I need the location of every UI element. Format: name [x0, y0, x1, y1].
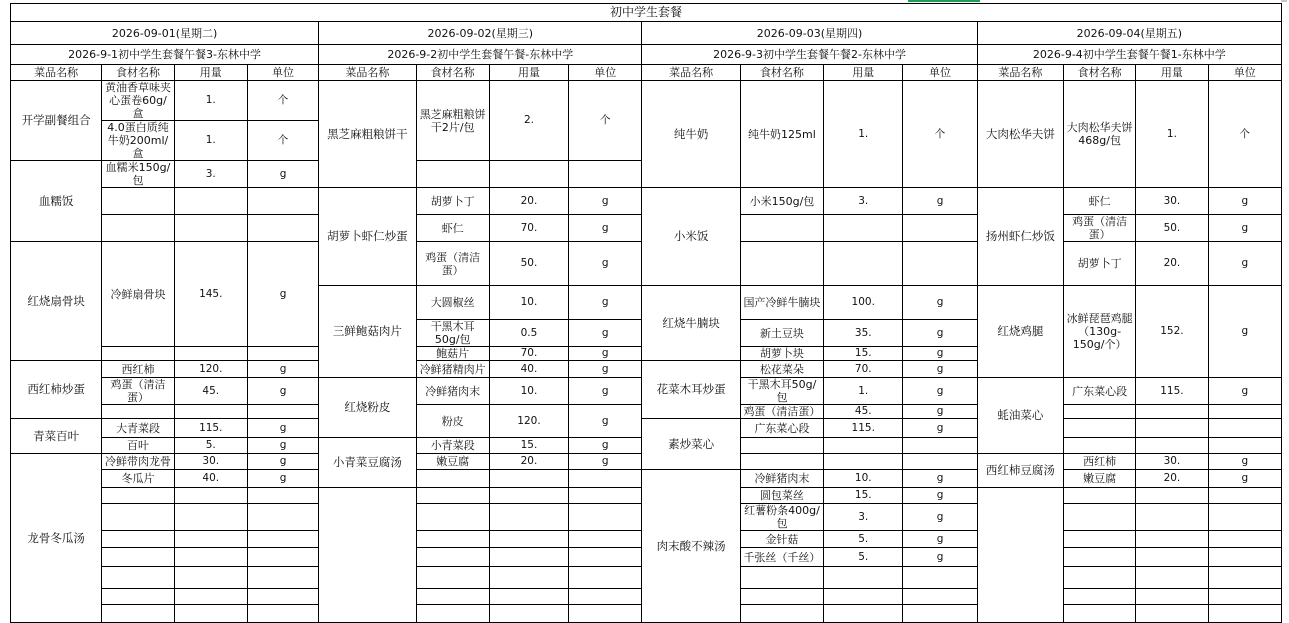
empty-cell — [1208, 567, 1281, 589]
empty-cell — [740, 438, 823, 454]
ingredient-unit: g — [247, 438, 318, 454]
ingredient-unit: 个 — [247, 121, 318, 161]
ingredient-unit: g — [1208, 378, 1281, 405]
empty-cell — [174, 188, 247, 215]
ingredient-name: 冬瓜片 — [102, 470, 174, 488]
empty-cell — [824, 605, 903, 623]
empty-cell — [1064, 438, 1136, 454]
empty-cell — [102, 589, 174, 605]
dish-name: 西红柿豆腐汤 — [977, 454, 1063, 488]
ingredient-unit: g — [247, 161, 318, 188]
ingredient-unit: g — [903, 378, 977, 405]
empty-cell — [1208, 405, 1281, 419]
ingredient-name: 纯牛奶125ml — [740, 81, 823, 188]
selection-indicator — [908, 0, 980, 2]
dish-name: 蚝油菜心 — [977, 378, 1063, 454]
ingredient-unit: g — [903, 188, 977, 215]
empty-cell — [416, 548, 489, 567]
ingredient-name: 血糯米150g/包 — [102, 161, 174, 188]
empty-cell — [1064, 504, 1136, 531]
ingredient-name: 国产冷鲜牛腩块 — [740, 286, 823, 320]
ingredient-unit: g — [569, 320, 642, 347]
empty-cell — [740, 454, 823, 470]
empty-cell — [569, 488, 642, 504]
empty-cell — [489, 531, 568, 548]
empty-cell — [174, 531, 247, 548]
empty-cell — [102, 188, 174, 215]
empty-cell — [247, 531, 318, 548]
ingredient-name: 冰鲜琵琶鸡腿（130g-150g/个） — [1064, 286, 1136, 378]
empty-cell — [489, 548, 568, 567]
ingredient-quantity: 30. — [174, 454, 247, 470]
ingredient-name: 胡萝卜丁 — [416, 188, 489, 215]
empty-cell — [1064, 488, 1136, 504]
empty-cell — [569, 548, 642, 567]
empty-cell — [247, 504, 318, 531]
ingredient-name: 鲍菇片 — [416, 347, 489, 361]
empty-cell — [416, 567, 489, 589]
ingredient-unit: g — [1208, 188, 1281, 215]
ingredient-unit: g — [569, 454, 642, 470]
ingredient-quantity: 70. — [824, 361, 903, 378]
column-quantity: 用量 — [1136, 65, 1208, 81]
ingredient-name: 虾仁 — [416, 215, 489, 242]
empty-cell — [489, 605, 568, 623]
empty-cell — [1136, 548, 1208, 567]
ingredient-quantity: 30. — [1136, 188, 1208, 215]
empty-cell — [1064, 605, 1136, 623]
ingredient-unit: g — [569, 347, 642, 361]
ingredient-name: 鸡蛋（清洁蛋） — [102, 378, 174, 405]
dish-name: 扬州虾仁炒饭 — [977, 188, 1063, 286]
ingredient-quantity: 115. — [174, 419, 247, 438]
ingredient-quantity: 1. — [824, 378, 903, 405]
empty-cell — [247, 567, 318, 589]
empty-cell — [1136, 589, 1208, 605]
ingredient-name: 小米150g/包 — [740, 188, 823, 215]
ingredient-unit: g — [569, 361, 642, 378]
ingredient-name: 大圆椒丝 — [416, 286, 489, 320]
column-quantity: 用量 — [824, 65, 903, 81]
ingredient-name: 千张丝（千丝） — [740, 548, 823, 567]
ingredient-unit: 个 — [569, 81, 642, 161]
empty-cell — [569, 504, 642, 531]
ingredient-unit: g — [903, 320, 977, 347]
empty-cell — [1208, 438, 1281, 454]
dish-name: 三鲜鲍菇肉片 — [319, 286, 416, 378]
empty-cell — [174, 215, 247, 242]
empty-cell — [1136, 488, 1208, 504]
dish-name: 纯牛奶 — [642, 81, 740, 188]
dish-name — [977, 488, 1063, 623]
empty-cell — [903, 438, 977, 454]
menu-sheet — [10, 3, 1282, 623]
empty-cell — [1136, 567, 1208, 589]
dish-name: 黑芝麻粗粮饼干 — [319, 81, 416, 188]
ingredient-quantity: 70. — [489, 347, 568, 361]
empty-cell — [489, 567, 568, 589]
ingredient-name: 新土豆块 — [740, 320, 823, 347]
empty-cell — [247, 605, 318, 623]
empty-cell — [1136, 605, 1208, 623]
empty-cell — [416, 488, 489, 504]
empty-cell — [824, 589, 903, 605]
ingredient-unit: g — [247, 361, 318, 378]
ingredient-unit: g — [569, 215, 642, 242]
ingredient-name: 百叶 — [102, 438, 174, 454]
dish-name: 大肉松华夫饼 — [977, 81, 1063, 188]
ingredient-quantity: 35. — [824, 320, 903, 347]
ingredient-name: 干黑木耳50g/包 — [416, 320, 489, 347]
column-unit: 单位 — [903, 65, 977, 81]
ingredient-unit: 个 — [1208, 81, 1281, 188]
empty-cell — [824, 454, 903, 470]
empty-cell — [174, 405, 247, 419]
dish-name: 红烧粉皮 — [319, 378, 416, 438]
empty-cell — [489, 470, 568, 488]
day-menu-name: 2026-9-2初中学生套餐午餐-东林中学 — [319, 45, 642, 65]
ingredient-quantity: 40. — [489, 361, 568, 378]
ingredient-name: 冷鲜带肉龙骨 — [102, 454, 174, 470]
ingredient-name: 冷鲜猪肉末 — [740, 470, 823, 488]
ingredient-name: 冷鲜扇骨块 — [102, 242, 174, 347]
empty-cell — [1136, 405, 1208, 419]
empty-cell — [247, 405, 318, 419]
ingredient-quantity: 5. — [174, 438, 247, 454]
ingredient-quantity: 10. — [489, 378, 568, 405]
ingredient-unit: g — [1208, 454, 1281, 470]
ingredient-quantity: 20. — [1136, 470, 1208, 488]
ingredient-name: 鸡蛋（清洁蛋） — [416, 242, 489, 286]
ingredient-name: 鸡蛋（清洁蛋） — [1064, 215, 1136, 242]
column-ingredient: 食材名称 — [740, 65, 823, 81]
ingredient-quantity: 0.5 — [489, 320, 568, 347]
ingredient-unit: g — [569, 438, 642, 454]
empty-cell — [1064, 419, 1136, 438]
ingredient-name: 胡萝卜丁 — [1064, 242, 1136, 286]
ingredient-name: 4.0蛋白质纯牛奶200ml/盒 — [102, 121, 174, 161]
column-dish-name: 菜品名称 — [977, 65, 1063, 81]
empty-cell — [247, 347, 318, 361]
empty-cell — [903, 242, 977, 286]
ingredient-quantity: 10. — [489, 286, 568, 320]
empty-cell — [1208, 548, 1281, 567]
empty-cell — [1064, 548, 1136, 567]
ingredient-unit: g — [247, 419, 318, 438]
ingredient-quantity: 120. — [489, 405, 568, 438]
ingredient-unit: g — [903, 470, 977, 488]
empty-cell — [102, 548, 174, 567]
column-dish-name: 菜品名称 — [642, 65, 740, 81]
empty-cell — [247, 589, 318, 605]
ingredient-name: 胡萝卜块 — [740, 347, 823, 361]
empty-cell — [247, 188, 318, 215]
empty-cell — [903, 215, 977, 242]
empty-cell — [903, 454, 977, 470]
ingredient-unit: g — [569, 378, 642, 405]
empty-cell — [903, 605, 977, 623]
ingredient-quantity: 3. — [824, 188, 903, 215]
ingredient-unit: g — [569, 286, 642, 320]
empty-cell — [174, 548, 247, 567]
day-menu-name: 2026-9-1初中学生套餐午餐3-东林中学 — [11, 45, 319, 65]
ingredient-unit: g — [903, 488, 977, 504]
empty-cell — [102, 605, 174, 623]
ingredient-quantity: 1. — [824, 81, 903, 188]
empty-cell — [1136, 504, 1208, 531]
day-date: 2026-09-03(星期四) — [642, 22, 977, 45]
ingredient-name: 粉皮 — [416, 405, 489, 438]
empty-cell — [1136, 419, 1208, 438]
ingredient-unit: g — [1208, 242, 1281, 286]
ingredient-unit: g — [903, 405, 977, 419]
empty-cell — [489, 504, 568, 531]
ingredient-unit: 个 — [903, 81, 977, 188]
ingredient-quantity: 5. — [824, 548, 903, 567]
empty-cell — [416, 589, 489, 605]
ingredient-name: 黑芝麻粗粮饼干2片/包 — [416, 81, 489, 161]
ingredient-unit: g — [1208, 286, 1281, 378]
ingredient-quantity: 115. — [1136, 378, 1208, 405]
ingredient-quantity: 10. — [824, 470, 903, 488]
ingredient-name: 圆包菜丝 — [740, 488, 823, 504]
column-unit: 单位 — [1208, 65, 1281, 81]
empty-cell — [489, 589, 568, 605]
column-quantity: 用量 — [489, 65, 568, 81]
empty-cell — [174, 589, 247, 605]
dish-name: 红烧鸡腿 — [977, 286, 1063, 378]
empty-cell — [740, 605, 823, 623]
ingredient-unit: g — [903, 419, 977, 438]
empty-cell — [1064, 589, 1136, 605]
empty-cell — [247, 215, 318, 242]
ingredient-quantity: 15. — [824, 488, 903, 504]
ingredient-name: 广东菜心段 — [1064, 378, 1136, 405]
empty-cell — [1208, 531, 1281, 548]
empty-cell — [1064, 531, 1136, 548]
ingredient-quantity: 152. — [1136, 286, 1208, 378]
ingredient-name: 大肉松华夫饼468g/包 — [1064, 81, 1136, 188]
ingredient-quantity: 100. — [824, 286, 903, 320]
empty-cell — [1208, 488, 1281, 504]
empty-cell — [174, 605, 247, 623]
empty-cell — [102, 488, 174, 504]
day-menu-name: 2026-9-3初中学生套餐午餐2-东林中学 — [642, 45, 977, 65]
empty-cell — [824, 567, 903, 589]
ingredient-quantity: 15. — [489, 438, 568, 454]
scroll-edge — [1281, 0, 1287, 2]
dish-name — [319, 488, 416, 623]
ingredient-name: 西红柿 — [102, 361, 174, 378]
ingredient-quantity: 20. — [489, 454, 568, 470]
empty-cell — [824, 242, 903, 286]
ingredient-quantity: 145. — [174, 242, 247, 347]
ingredient-unit: 个 — [247, 81, 318, 121]
ingredient-quantity: 50. — [1136, 215, 1208, 242]
ingredient-unit: g — [903, 548, 977, 567]
ingredient-quantity: 1. — [174, 121, 247, 161]
ingredient-unit: g — [247, 454, 318, 470]
ingredient-quantity: 20. — [1136, 242, 1208, 286]
empty-cell — [569, 589, 642, 605]
empty-cell — [569, 605, 642, 623]
empty-cell — [1208, 419, 1281, 438]
ingredient-name: 鸡蛋（清洁蛋） — [740, 405, 823, 419]
ingredient-unit: g — [1208, 470, 1281, 488]
empty-cell — [1064, 405, 1136, 419]
ingredient-quantity: 50. — [489, 242, 568, 286]
empty-cell — [416, 470, 489, 488]
empty-cell — [489, 488, 568, 504]
dish-name: 花菜木耳炒蛋 — [642, 361, 740, 419]
empty-cell — [569, 567, 642, 589]
ingredient-name: 西红柿 — [1064, 454, 1136, 470]
dish-name: 开学副餐组合 — [11, 81, 102, 161]
dish-name: 龙骨冬瓜汤 — [11, 454, 102, 623]
empty-cell — [824, 215, 903, 242]
column-dish-name: 菜品名称 — [319, 65, 416, 81]
empty-cell — [1208, 589, 1281, 605]
empty-cell — [1136, 438, 1208, 454]
ingredient-name: 金针菇 — [740, 531, 823, 548]
empty-cell — [416, 161, 489, 188]
ingredient-quantity: 115. — [824, 419, 903, 438]
ingredient-quantity: 3. — [174, 161, 247, 188]
ingredient-quantity: 120. — [174, 361, 247, 378]
dish-name: 血糯饭 — [11, 161, 102, 242]
empty-cell — [102, 347, 174, 361]
empty-cell — [102, 531, 174, 548]
empty-cell — [489, 161, 568, 188]
empty-cell — [1208, 605, 1281, 623]
empty-cell — [174, 488, 247, 504]
ingredient-name: 红薯粉条400g/包 — [740, 504, 823, 531]
ingredient-quantity: 20. — [489, 188, 568, 215]
empty-cell — [569, 470, 642, 488]
ingredient-unit: g — [569, 242, 642, 286]
day-date: 2026-09-04(星期五) — [977, 22, 1281, 45]
column-ingredient: 食材名称 — [102, 65, 174, 81]
dish-name: 胡萝卜虾仁炒蛋 — [319, 188, 416, 286]
ingredient-unit: g — [903, 286, 977, 320]
ingredient-name: 松花菜朵 — [740, 361, 823, 378]
ingredient-quantity: 15. — [824, 347, 903, 361]
empty-cell — [824, 438, 903, 454]
ingredient-name: 嫩豆腐 — [1064, 470, 1136, 488]
ingredient-quantity: 70. — [489, 215, 568, 242]
ingredient-unit: g — [1208, 215, 1281, 242]
ingredient-unit: g — [247, 470, 318, 488]
ingredient-unit: g — [903, 531, 977, 548]
ingredient-name: 广东菜心段 — [740, 419, 823, 438]
empty-cell — [569, 531, 642, 548]
column-ingredient: 食材名称 — [1064, 65, 1136, 81]
ingredient-unit: g — [569, 188, 642, 215]
ingredient-name: 小青菜段 — [416, 438, 489, 454]
empty-cell — [1208, 504, 1281, 531]
day-menu-name: 2026-9-4初中学生套餐午餐1-东林中学 — [977, 45, 1281, 65]
empty-cell — [1136, 531, 1208, 548]
empty-cell — [247, 548, 318, 567]
ingredient-quantity: 1. — [1136, 81, 1208, 188]
empty-cell — [102, 215, 174, 242]
ingredient-name: 黄油香草味夹心蛋卷60g/盒 — [102, 81, 174, 121]
dish-name: 肉末酸不辣汤 — [642, 470, 740, 623]
dish-name: 红烧牛腩块 — [642, 286, 740, 361]
empty-cell — [740, 589, 823, 605]
dish-name: 青菜百叶 — [11, 419, 102, 454]
dish-name: 红烧扇骨块 — [11, 242, 102, 361]
empty-cell — [903, 567, 977, 589]
empty-cell — [102, 504, 174, 531]
ingredient-quantity: 40. — [174, 470, 247, 488]
ingredient-quantity: 30. — [1136, 454, 1208, 470]
empty-cell — [174, 504, 247, 531]
empty-cell — [416, 605, 489, 623]
empty-cell — [740, 567, 823, 589]
empty-cell — [903, 589, 977, 605]
ingredient-quantity: 1. — [174, 81, 247, 121]
empty-cell — [416, 504, 489, 531]
ingredient-quantity: 2. — [489, 81, 568, 161]
column-quantity: 用量 — [174, 65, 247, 81]
dish-name: 西红柿炒蛋 — [11, 361, 102, 419]
ingredient-quantity: 45. — [174, 378, 247, 405]
empty-cell — [174, 567, 247, 589]
day-date: 2026-09-01(星期二) — [11, 22, 319, 45]
empty-cell — [102, 567, 174, 589]
column-dish-name: 菜品名称 — [11, 65, 102, 81]
ingredient-name: 嫩豆腐 — [416, 454, 489, 470]
ingredient-name: 冷鲜猪精肉片 — [416, 361, 489, 378]
day-date: 2026-09-02(星期三) — [319, 22, 642, 45]
dish-name: 小青菜豆腐汤 — [319, 438, 416, 488]
ingredient-quantity: 3. — [824, 504, 903, 531]
ingredient-unit: g — [247, 378, 318, 405]
dish-name: 小米饭 — [642, 188, 740, 286]
empty-cell — [102, 405, 174, 419]
column-unit: 单位 — [569, 65, 642, 81]
empty-cell — [174, 347, 247, 361]
ingredient-name: 虾仁 — [1064, 188, 1136, 215]
empty-cell — [247, 488, 318, 504]
ingredient-unit: g — [247, 242, 318, 347]
ingredient-name: 干黑木耳50g/包 — [740, 378, 823, 405]
ingredient-name: 大青菜段 — [102, 419, 174, 438]
empty-cell — [740, 242, 823, 286]
column-ingredient: 食材名称 — [416, 65, 489, 81]
empty-cell — [569, 161, 642, 188]
empty-cell — [740, 215, 823, 242]
ingredient-unit: g — [903, 361, 977, 378]
dish-name: 素炒菜心 — [642, 419, 740, 470]
ingredient-name: 冷鲜猪肉末 — [416, 378, 489, 405]
sheet-title: 初中学生套餐 — [11, 4, 1282, 22]
column-unit: 单位 — [247, 65, 318, 81]
ingredient-quantity: 5. — [824, 531, 903, 548]
ingredient-unit: g — [903, 347, 977, 361]
empty-cell — [416, 531, 489, 548]
empty-cell — [1064, 567, 1136, 589]
ingredient-unit: g — [569, 405, 642, 438]
ingredient-quantity: 45. — [824, 405, 903, 419]
ingredient-unit: g — [903, 504, 977, 531]
